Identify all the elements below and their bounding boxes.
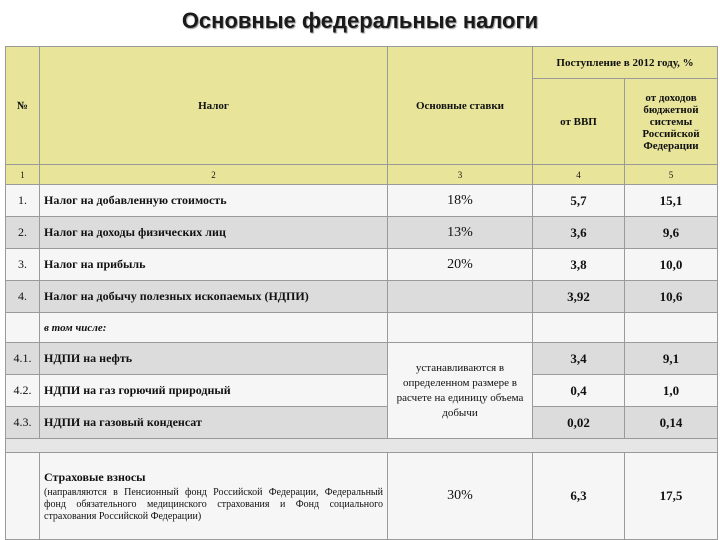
row-name: Налог на добавленную стоимость bbox=[40, 185, 388, 217]
row-gdp: 3,92 bbox=[533, 281, 625, 313]
insurance-note: (направляются в Пенсионный фонд Российской Федерации, Федеральный фонд обязательного медицинского страхования и Фонд социального страхования Российской Федерации) bbox=[44, 486, 383, 522]
table-row bbox=[6, 217, 718, 249]
row-budget: 10,6 bbox=[625, 281, 718, 313]
row-rate: 18% bbox=[388, 185, 533, 217]
taxes-table bbox=[5, 46, 718, 540]
row-name: Налог на добычу полезных ископаемых (НДПИ) bbox=[40, 281, 388, 313]
including-row bbox=[6, 313, 718, 343]
header-budget: от доходов бюджетной системы Российской Федерации bbox=[625, 79, 718, 165]
colnum: 5 bbox=[625, 165, 718, 185]
insurance-rate: 30% bbox=[388, 453, 533, 540]
subrow-num: 4.1. bbox=[6, 343, 40, 375]
colnum: 4 bbox=[533, 165, 625, 185]
header-num: № bbox=[6, 47, 40, 165]
table-row bbox=[6, 343, 718, 375]
subrow-gdp: 3,4 bbox=[533, 343, 625, 375]
table-row bbox=[6, 407, 718, 439]
row-budget: 15,1 bbox=[625, 185, 718, 217]
subrow-name: НДПИ на газ горючий природный bbox=[40, 375, 388, 407]
insurance-cell bbox=[40, 453, 388, 540]
insurance-name: Страховые взносы bbox=[44, 469, 146, 484]
row-num: 1. bbox=[6, 185, 40, 217]
subrow-name: НДПИ на нефть bbox=[40, 343, 388, 375]
colnum: 3 bbox=[388, 165, 533, 185]
including-rate bbox=[388, 313, 533, 343]
insurance-budget: 17,5 bbox=[625, 453, 718, 540]
header-gdp: от ВВП bbox=[533, 79, 625, 165]
colnum: 2 bbox=[40, 165, 388, 185]
including-label: в том числе: bbox=[40, 313, 388, 343]
table-row bbox=[6, 249, 718, 281]
subrow-num: 4.3. bbox=[6, 407, 40, 439]
insurance-num bbox=[6, 453, 40, 540]
page-title: Основные федеральные налоги bbox=[181, 8, 539, 33]
subrow-gdp: 0,4 bbox=[533, 375, 625, 407]
table-row bbox=[6, 185, 718, 217]
row-num: 2. bbox=[6, 217, 40, 249]
ndpi-rate-note: устанавливаются в определенном размере в расчете на единицу объема добычи bbox=[388, 343, 533, 439]
subrow-budget: 0,14 bbox=[625, 407, 718, 439]
header-rates: Основные ставки bbox=[388, 47, 533, 165]
row-rate bbox=[388, 281, 533, 313]
row-num: 3. bbox=[6, 249, 40, 281]
table-row bbox=[6, 281, 718, 313]
column-numbers-row bbox=[6, 165, 718, 185]
subrow-budget: 9,1 bbox=[625, 343, 718, 375]
spacer-row bbox=[6, 439, 718, 453]
row-gdp: 5,7 bbox=[533, 185, 625, 217]
row-rate: 13% bbox=[388, 217, 533, 249]
row-name: Налог на прибыль bbox=[40, 249, 388, 281]
including-budget bbox=[625, 313, 718, 343]
subrow-name: НДПИ на газовый конденсат bbox=[40, 407, 388, 439]
subrow-budget: 1,0 bbox=[625, 375, 718, 407]
row-rate: 20% bbox=[388, 249, 533, 281]
header-row bbox=[6, 47, 718, 79]
spacer-cell bbox=[6, 439, 718, 453]
table-row bbox=[6, 375, 718, 407]
row-gdp: 3,6 bbox=[533, 217, 625, 249]
row-budget: 9,6 bbox=[625, 217, 718, 249]
row-gdp: 3,8 bbox=[533, 249, 625, 281]
row-name: Налог на доходы физических лиц bbox=[40, 217, 388, 249]
colnum: 1 bbox=[6, 165, 40, 185]
including-num bbox=[6, 313, 40, 343]
subrow-gdp: 0,02 bbox=[533, 407, 625, 439]
subrow-num: 4.2. bbox=[6, 375, 40, 407]
header-tax: Налог bbox=[40, 47, 388, 165]
insurance-gdp: 6,3 bbox=[533, 453, 625, 540]
including-gdp bbox=[533, 313, 625, 343]
row-num: 4. bbox=[6, 281, 40, 313]
insurance-row bbox=[6, 453, 718, 540]
header-receipt: Поступление в 2012 году, % bbox=[533, 47, 718, 79]
row-budget: 10,0 bbox=[625, 249, 718, 281]
